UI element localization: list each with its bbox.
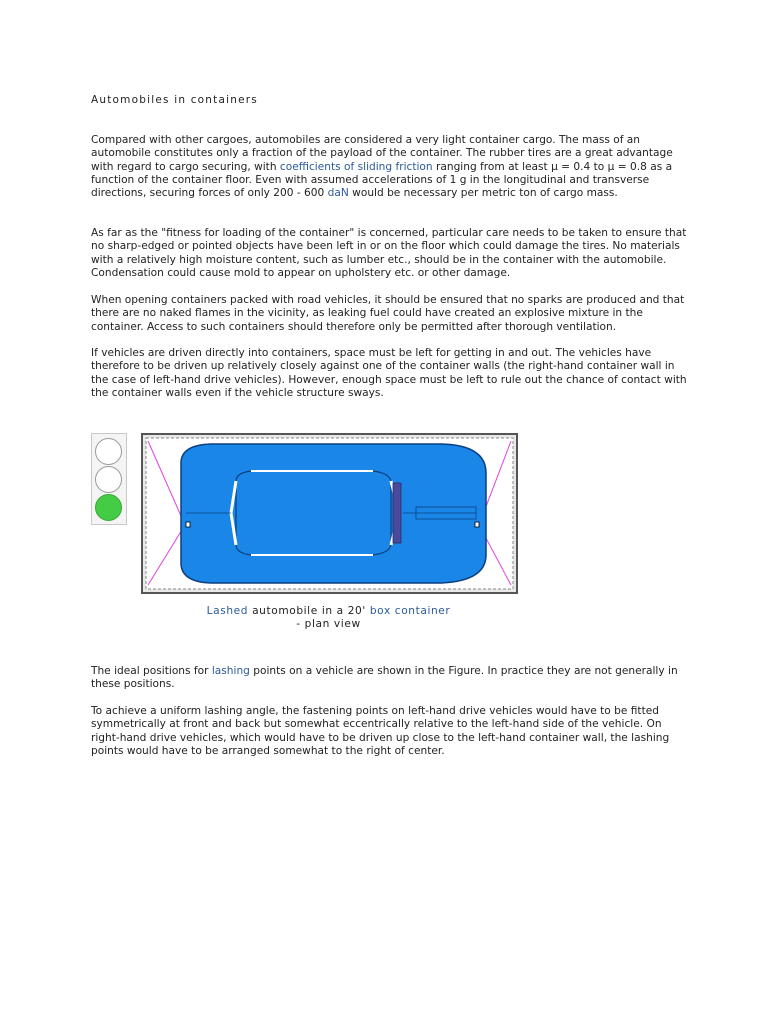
paragraph-2: As far as the "fitness for loading of the container" is concerned, particular care needs to be taken to ensure that no sharp-edged or pointed objects have been left in or on the floor which could damage the tires. No materials with a relatively high moisture content, such as lumber etc., should be in the container with the automobile. Condensation could cause mold to appear on upholstery etc. or other damage.	[91, 227, 687, 279]
traffic-light-top	[95, 438, 122, 465]
page-title: Automobiles in containers	[91, 94, 258, 106]
car-top-view	[181, 444, 486, 583]
traffic-light-green	[95, 494, 122, 521]
paragraph-4: If vehicles are driven directly into containers, space must be left for getting in and out. The vehicles have therefore to be driven up relatively closely against one of the container walls (the right-hand container wall in the case of left-hand drive vehicles). However, enough space must be left to rule out the chance of contact with the container walls even if the vehicle structure sways.	[91, 347, 687, 399]
link-coefficients-of-sliding-friction[interactable]: coefficients of sliding friction	[279, 160, 433, 173]
paragraph-5: The ideal positions for lashing points on a vehicle are shown in the Figure. In practice they are not generally in these positions.	[91, 665, 678, 691]
traffic-light-indicator	[91, 433, 127, 525]
paragraph-6: To achieve a uniform lashing angle, the fastening points on left-hand drive vehicles would have to be fitted symmetrically at front and back but somewhat eccentrically relative to the left-hand side of the vehicle. On right-hand drive vehicles, which would have to be driven up close to the left-hand container wall, the lashing points would have to be arranged somewhat to the right of center.	[91, 705, 670, 757]
link-lashed[interactable]: Lashed	[206, 605, 249, 617]
traffic-light-middle	[95, 466, 122, 493]
container-plan-view-figure	[141, 433, 519, 595]
link-box-container[interactable]: box container	[369, 605, 451, 617]
figure-caption: Lashed automobile in a 20' box container - plan view	[206, 605, 451, 630]
paragraph-1: Compared with other cargoes, automobiles are considered a very light container cargo. The mass of an automobile constitutes only a fraction of the payload of the container. The rubber tires are a great advantage with regard to cargo securing, with coefficients of sliding friction ranging from at least µ = 0.4 to µ = 0.8 as a function of the container floor. Even with assumed accelerations of 1 g in the longitudinal and transverse directions, securing forces of only 200 - 600 daN would be necessary per metric ton of cargo mass.	[91, 134, 673, 200]
link-dan[interactable]: daN	[327, 187, 349, 200]
paragraph-3: When opening containers packed with road vehicles, it should be ensured that no sparks are produced and that there are no naked flames in the vicinity, as leaking fuel could have created an explosive mixture in the container. Access to such containers should therefore only be permitted after thorough ventilation.	[91, 294, 685, 333]
link-lashing[interactable]: lashing	[211, 665, 250, 677]
